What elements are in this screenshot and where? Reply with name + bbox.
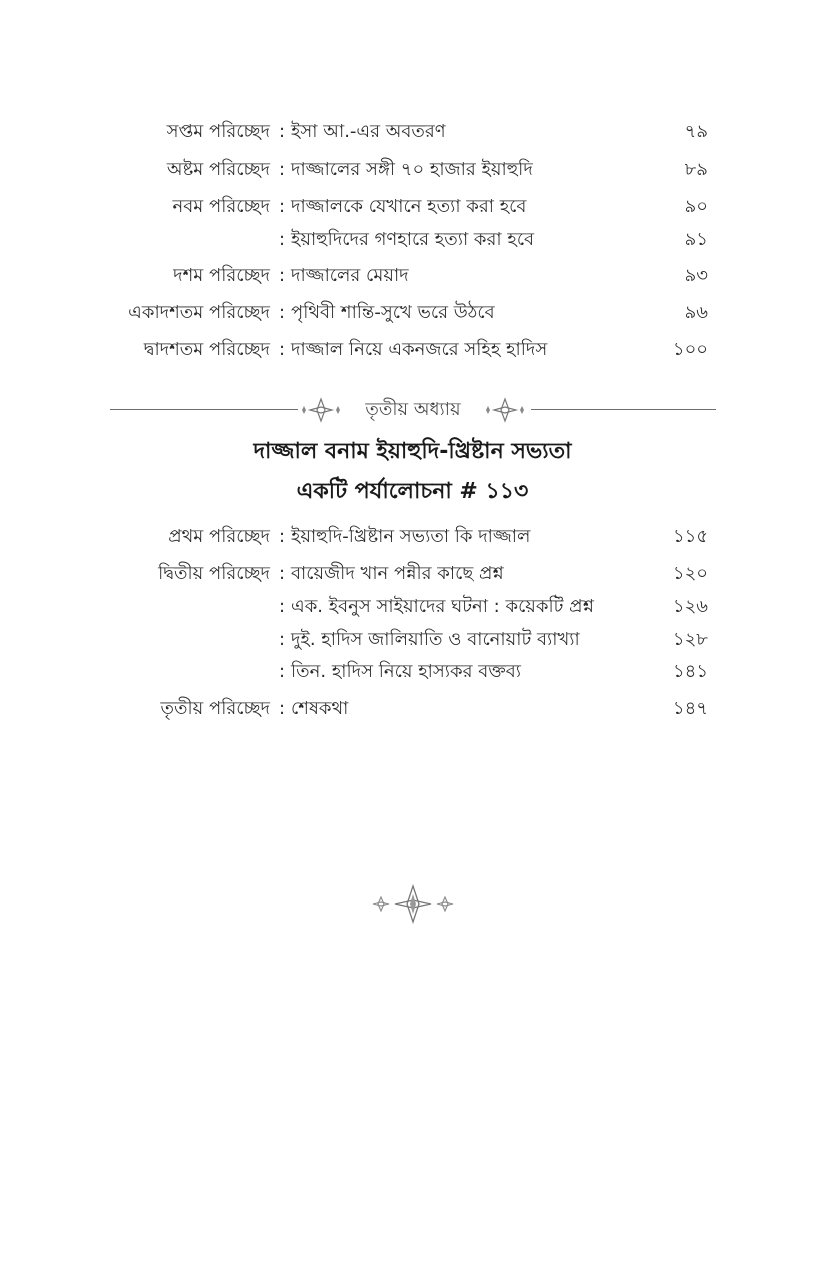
toc-section-label: নবম পরিচ্ছেদ [172,196,270,217]
diamond-ornament-icon [298,396,344,424]
toc-page-number: ৯৬ [684,302,708,323]
toc-row [0,192,825,222]
chapter-label: তৃতীয় অধ্যায় [365,399,461,420]
toc-row [0,261,825,291]
chapter-title-line1: দাজ্জাল বনাম ইয়াহুদি-খ্রিষ্টান সভ্যতা [253,439,572,464]
toc-row [0,559,825,589]
toc-entry-title: বায়েজীদ খান পন্নীর কাছে প্রশ্ন [291,563,504,584]
toc-colon: : [279,526,286,547]
toc-entry-title: এক. ইবনুস সাইয়াদের ঘটনা : কয়েকটি প্রশ্ন [291,596,594,617]
toc-entry-title: দাজ্জালকে যেখানে হত্যা করা হবে [291,196,527,217]
decorative-star-ornament-icon [369,884,457,924]
divider-line-right [531,409,716,410]
toc-colon: : [279,265,286,286]
toc-colon: : [279,302,286,323]
toc-row [0,117,825,147]
toc-colon: : [279,629,286,650]
toc-section-label: দ্বাদশতম পরিচ্ছেদ [143,339,270,360]
toc-row [0,625,825,655]
toc-entry-title: দুই. হাদিস জালিয়াতি ও বানোয়াট ব্যাখ্যা [291,629,580,650]
toc-section-label: তৃতীয় পরিচ্ছেদ [160,698,270,719]
toc-colon: : [279,661,286,682]
toc-row [0,155,825,185]
toc-colon: : [279,196,286,217]
toc-entry-title: তিন. হাদিস নিয়ে হাস্যকর বক্তব্য [291,661,521,682]
toc-colon: : [279,698,286,719]
toc-colon: : [279,159,286,180]
divider-line-left [110,409,298,410]
toc-row [0,592,825,622]
toc-colon: : [279,596,286,617]
toc-section-label: একাদশতম পরিচ্ছেদ [128,302,270,323]
toc-entry-title: দাজ্জাল নিয়ে একনজরে সহিহ হাদিস [291,339,548,360]
chapter-divider [110,396,716,424]
toc-page-number: ৯১ [684,229,708,250]
toc-entry-title: ইসা আ.-এর অবতরণ [291,121,446,142]
diamond-ornament-icon [482,396,528,424]
toc-page-number: ১২০ [672,563,708,584]
toc-section-label: অষ্টম পরিচ্ছেদ [166,159,270,180]
toc-entry-title: ইয়াহুদিদের গণহারে হত্যা করা হবে [291,229,535,250]
toc-section-label: দ্বিতীয় পরিচ্ছেদ [158,563,270,584]
toc-row [0,522,825,552]
toc-row [0,694,825,724]
toc-entry-title: দাজ্জালের সঙ্গী ৭০ হাজার ইয়াহুদি [291,159,533,180]
toc-section-label: সপ্তম পরিচ্ছেদ [166,121,270,142]
toc-page-number: ৮৯ [684,159,708,180]
toc-page-number: ৭৯ [684,121,708,142]
chapter-title-line2: একটি পর্যালোচনা # ১১৩ [296,479,529,504]
toc-colon: : [279,121,286,142]
toc-row [0,298,825,328]
toc-section-label: প্রথম পরিচ্ছেদ [168,526,270,547]
toc-entry-title: পৃথিবী শান্তি-সুখে ভরে উঠবে [291,302,495,323]
toc-page-number: ১১৫ [672,526,708,547]
toc-colon: : [279,229,286,250]
toc-row [0,335,825,365]
toc-row [0,225,825,255]
toc-page-number: ৯০ [684,196,708,217]
toc-row [0,657,825,687]
toc-page-number: ৯৩ [684,265,708,286]
toc-entry-title: দাজ্জালের মেয়াদ [291,265,409,286]
toc-section-label: দশম পরিচ্ছেদ [173,265,270,286]
toc-entry-title: ইয়াহুদি-খ্রিষ্টান সভ্যতা কি দাজ্জাল [291,526,531,547]
toc-colon: : [279,339,286,360]
toc-page-number: ১০০ [672,339,708,360]
toc-page-number: ১২৮ [672,629,708,650]
toc-entry-title: শেষকথা [291,698,349,719]
toc-page-number: ১৪১ [672,661,708,682]
toc-page-number: ১২৬ [672,596,708,617]
toc-colon: : [279,563,286,584]
toc-page-number: ১৪৭ [672,698,708,719]
